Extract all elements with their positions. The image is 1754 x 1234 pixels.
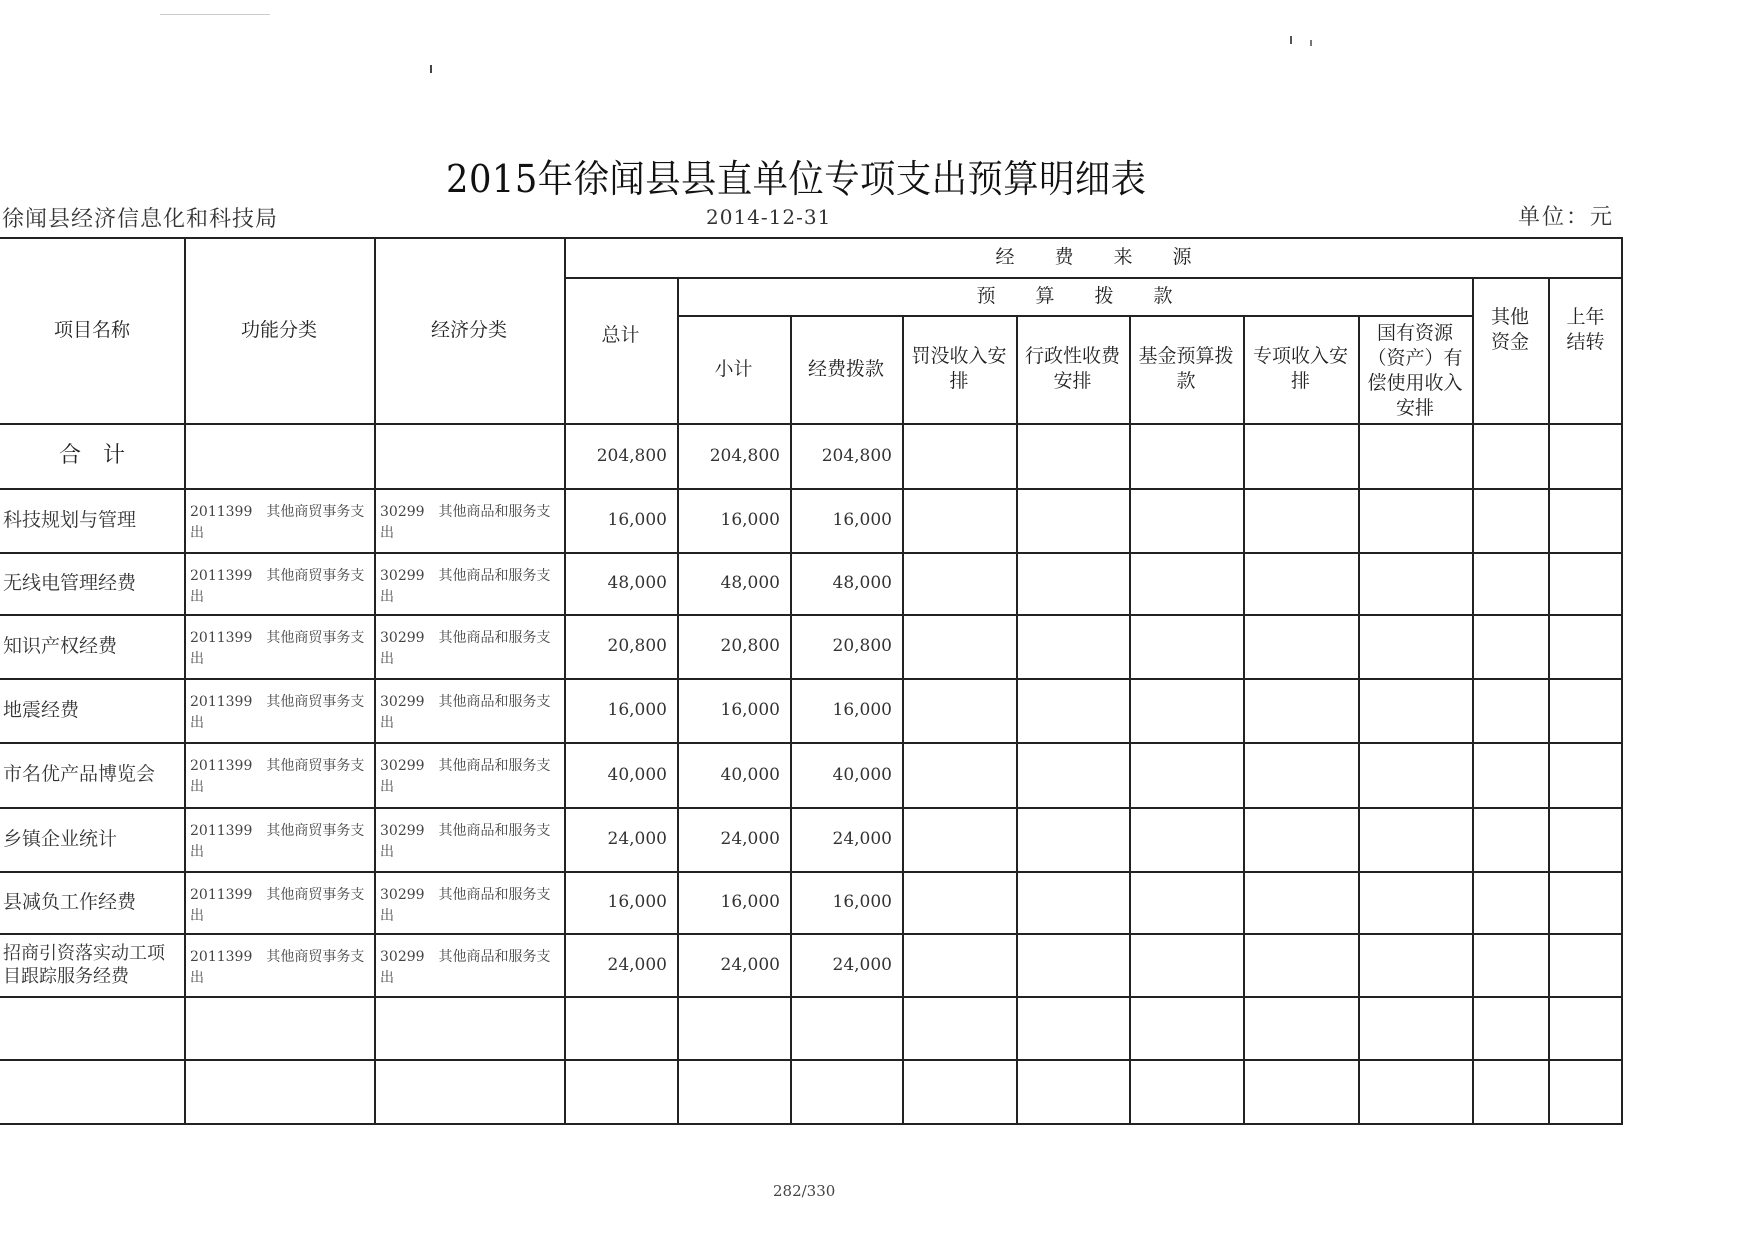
function-class-cell: 2011399 其他商贸事务支出 xyxy=(190,887,365,924)
header-funding-source: 经费来源 xyxy=(995,245,1232,268)
total-cell: 16,000 xyxy=(607,892,667,912)
vertical-rule xyxy=(1548,277,1550,1123)
summary-fund-allocation: 204,800 xyxy=(821,445,892,466)
fund-allocation-cell: 16,000 xyxy=(832,892,892,912)
function-class-cell: 2011399 其他商贸事务支出 xyxy=(190,758,365,795)
subtotal-cell: 16,000 xyxy=(720,892,780,912)
economic-class-cell: 30299 其他商品和服务支出 xyxy=(380,758,551,795)
vertical-rule xyxy=(902,315,904,1123)
horizontal-rule xyxy=(0,1059,1623,1061)
header-economic-class: 经济分类 xyxy=(430,318,507,341)
fund-allocation-cell: 24,000 xyxy=(832,954,892,975)
vertical-rule xyxy=(1358,315,1360,1123)
subtotal-cell: 24,000 xyxy=(720,954,780,975)
vertical-rule xyxy=(1129,315,1131,1123)
fund-allocation-cell: 20,800 xyxy=(832,636,892,656)
function-class-cell: 2011399 其他商贸事务支出 xyxy=(190,568,365,605)
function-class-cell: 2011399 其他商贸事务支出 xyxy=(190,694,365,731)
scan-mark xyxy=(1290,36,1292,44)
header-other-funds: 其他资金 xyxy=(1490,306,1529,353)
subtotal-cell: 48,000 xyxy=(720,573,780,593)
subtotal-cell: 20,800 xyxy=(720,636,780,656)
economic-class-cell: 30299 其他商品和服务支出 xyxy=(380,504,551,541)
summary-label: 合 计 xyxy=(58,443,125,468)
project-name-cell: 知识产权经费 xyxy=(3,634,118,657)
scan-mark xyxy=(430,65,432,73)
vertical-rule xyxy=(1243,315,1245,1123)
project-name-cell: 科技规划与管理 xyxy=(3,508,137,531)
fund-allocation-cell: 40,000 xyxy=(832,764,892,785)
fund-allocation-cell: 24,000 xyxy=(832,829,892,849)
total-cell: 48,000 xyxy=(607,573,667,593)
page-number: 282/330 xyxy=(773,1182,836,1200)
economic-class-cell: 30299 其他商品和服务支出 xyxy=(380,823,551,860)
project-name-cell: 县减负工作经费 xyxy=(3,890,137,913)
subtotal-cell: 16,000 xyxy=(720,700,780,720)
header-function-class: 功能分类 xyxy=(240,318,317,341)
document-title: 2015年徐闻县县直单位专项支出预算明细表 xyxy=(446,157,1147,201)
header-admin-fee: 行政性收费安排 xyxy=(1024,345,1120,392)
total-cell: 16,000 xyxy=(607,510,667,530)
header-carryover: 上年结转 xyxy=(1566,306,1605,353)
header-total: 总计 xyxy=(601,323,640,346)
project-name-cell: 乡镇企业统计 xyxy=(3,827,118,850)
scan-mark xyxy=(160,14,270,15)
function-class-cell: 2011399 其他商贸事务支出 xyxy=(190,504,365,541)
subtotal-cell: 40,000 xyxy=(720,764,780,785)
economic-class-cell: 30299 其他商品和服务支出 xyxy=(380,630,551,667)
header-fund-budget: 基金预算拨款 xyxy=(1138,345,1234,392)
horizontal-rule xyxy=(0,996,1623,998)
vertical-rule xyxy=(1016,315,1018,1123)
economic-class-cell: 30299 其他商品和服务支出 xyxy=(380,694,551,731)
header-subtotal: 小计 xyxy=(714,357,753,380)
subtotal-cell: 24,000 xyxy=(720,829,780,849)
total-cell: 20,800 xyxy=(607,636,667,656)
summary-total: 204,800 xyxy=(596,445,667,466)
scan-mark xyxy=(1310,40,1312,46)
function-class-cell: 2011399 其他商贸事务支出 xyxy=(190,823,365,860)
currency-unit: 单位：元 xyxy=(1518,205,1615,230)
economic-class-cell: 30299 其他商品和服务支出 xyxy=(380,949,551,986)
header-project-name: 项目名称 xyxy=(53,318,130,341)
header-fines-income: 罚没收入安排 xyxy=(911,345,1007,392)
report-date: 2014-12-31 xyxy=(706,205,832,229)
economic-class-cell: 30299 其他商品和服务支出 xyxy=(380,887,551,924)
project-name-cell: 地震经费 xyxy=(3,698,80,721)
summary-subtotal: 204,800 xyxy=(709,445,780,466)
fund-allocation-cell: 16,000 xyxy=(832,510,892,530)
total-cell: 40,000 xyxy=(607,764,667,785)
vertical-rule xyxy=(1472,277,1474,1123)
horizontal-rule xyxy=(0,1123,1623,1125)
fund-allocation-cell: 48,000 xyxy=(832,573,892,593)
total-cell: 16,000 xyxy=(607,700,667,720)
total-cell: 24,000 xyxy=(607,954,667,975)
fund-allocation-cell: 16,000 xyxy=(832,700,892,720)
header-fund-allocation: 经费拨款 xyxy=(807,357,884,380)
header-state-assets: 国有资源（资产）有偿使用收入安排 xyxy=(1367,322,1463,419)
subtotal-cell: 16,000 xyxy=(720,510,780,530)
project-name-cell: 招商引资落实动工项目跟踪服务经费 xyxy=(3,942,165,987)
organization-name: 徐闻县经济信息化和科技局 xyxy=(2,207,279,232)
project-name-cell: 市名优产品博览会 xyxy=(3,763,156,785)
project-name-cell: 无线电管理经费 xyxy=(3,571,137,594)
function-class-cell: 2011399 其他商贸事务支出 xyxy=(190,949,365,986)
header-budget-allocation: 预算拨款 xyxy=(976,284,1213,307)
economic-class-cell: 30299 其他商品和服务支出 xyxy=(380,568,551,605)
function-class-cell: 2011399 其他商贸事务支出 xyxy=(190,630,365,667)
header-special-income: 专项收入安排 xyxy=(1252,345,1348,392)
total-cell: 24,000 xyxy=(607,829,667,849)
